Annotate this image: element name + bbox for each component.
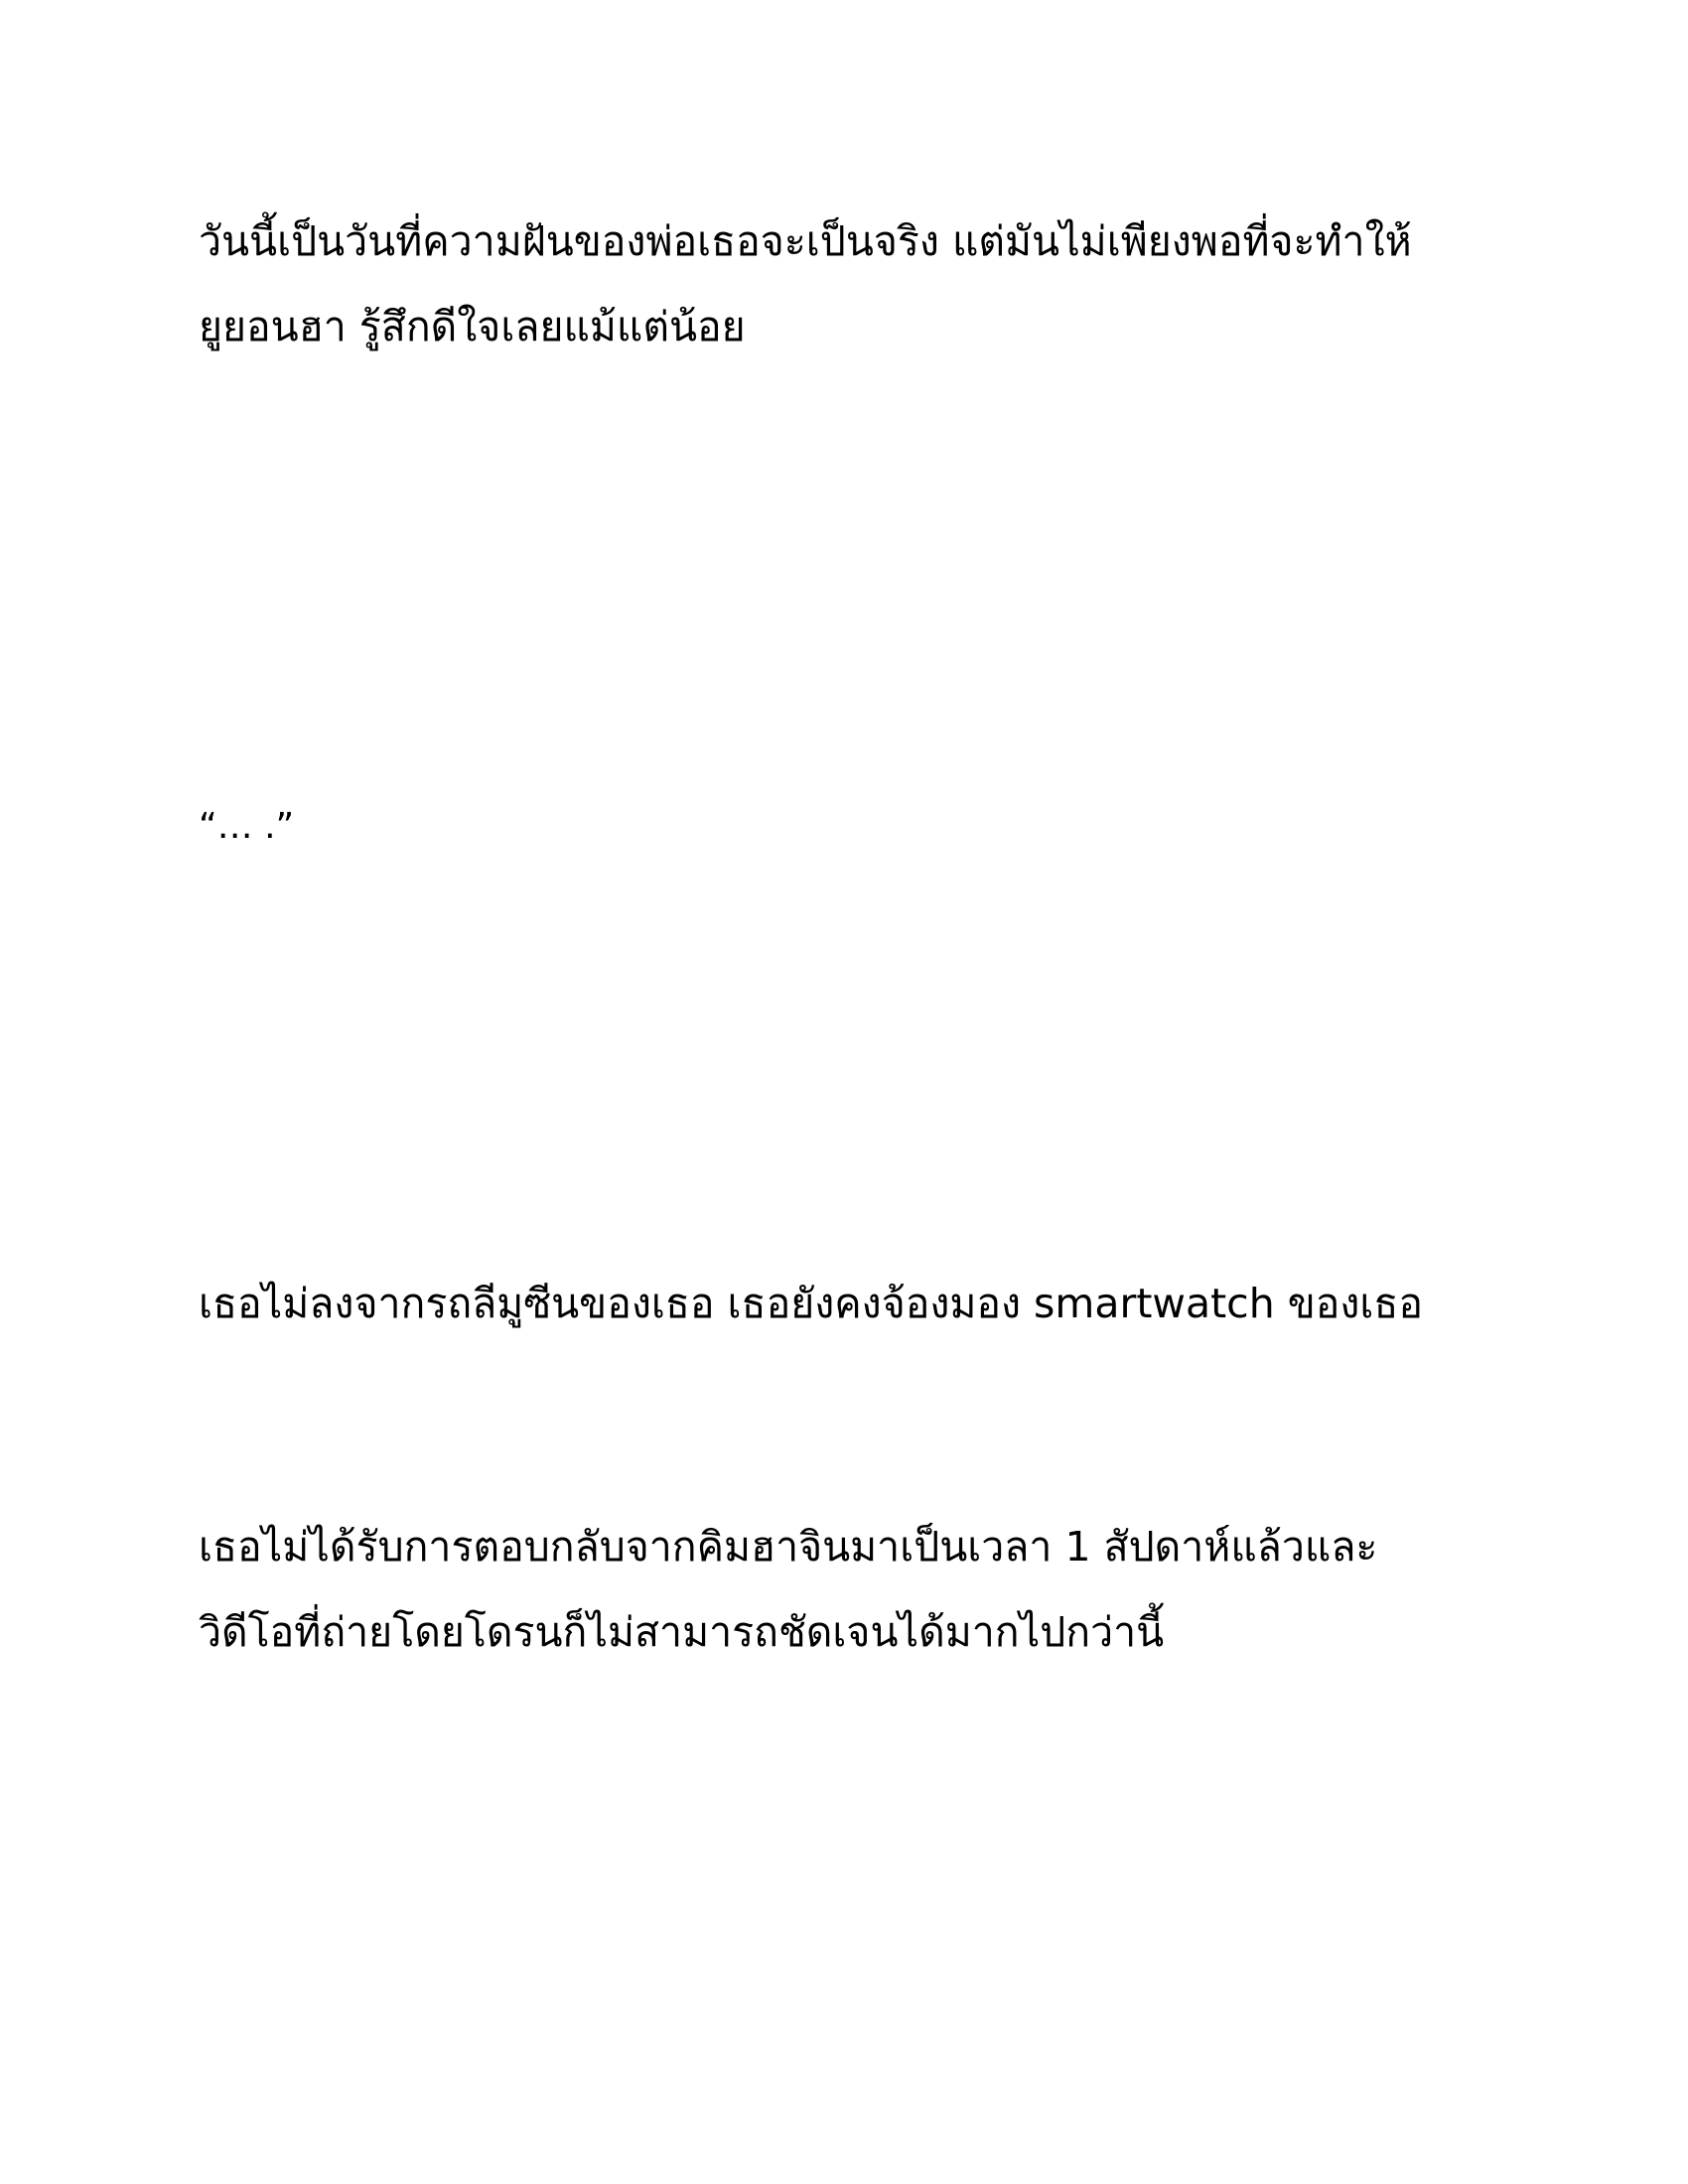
paragraph-4-line-2: วิดีโอที่ถ่ายโดยโดรนก็ไม่สามารถชัดเจนได้มากไปกว่านี้ (199, 1608, 1165, 1656)
paragraph-4-line-1: เธอไม่ได้รับการตอบกลับจากคิมฮาจินมาเป็นเวลา 1 สัปดาห์แล้วและ (199, 1523, 1378, 1570)
paragraph-3-line-1: เธอไม่ลงจากรถลีมูซีนของเธอ เธอยังคงจ้องมอง smartwatch ของเธอ (199, 1280, 1424, 1327)
paragraph-3 (199, 1261, 1519, 1346)
paragraph-1-line-2: ยูยอนฮา รู้สึกดีใจเลยแม้แต่น้อย (199, 303, 746, 350)
paragraph-1-line-1: วันนี้เป็นวันที่ความฝันของพ่อเธอจะเป็นจริง แต่มันไม่เพียงพอที่จะทำให้ (199, 217, 1412, 265)
paragraph-1 (199, 199, 1519, 369)
paragraph-2-line-1: “… .” (199, 806, 295, 847)
paragraph-4 (199, 1504, 1519, 1675)
paragraph-2 (199, 784, 1519, 870)
